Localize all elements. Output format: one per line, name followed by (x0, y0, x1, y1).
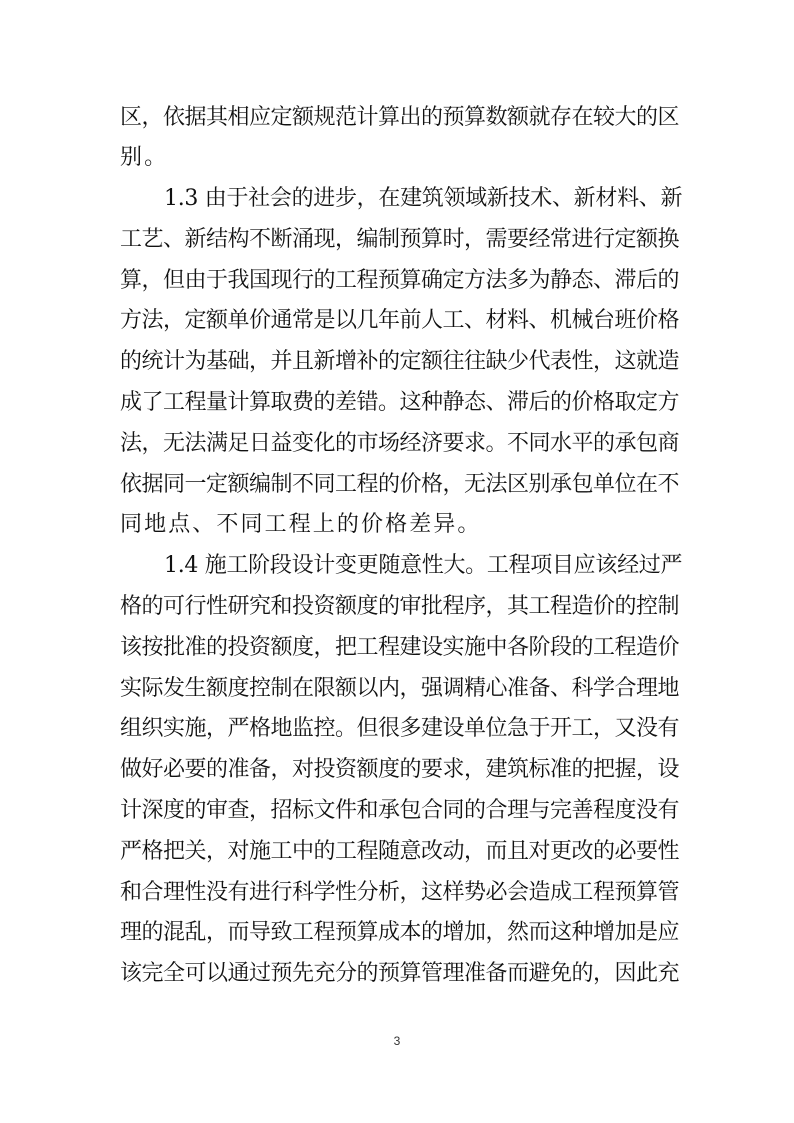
text-line: 算，但由于我国现行的工程预算确定方法多为静态、滞后的 (120, 268, 680, 293)
text-line: 该完全可以通过预先充分的预算管理准备而避免的，因此充 (120, 961, 680, 986)
text-line: 区，依据其相应定额规范计算出的预算数额就存在较大的区 (120, 105, 680, 130)
text-line: 工艺、新结构不断涌现，编制预算时，需要经常进行定额换 (120, 227, 680, 252)
text-line: 严格把关，对施工中的工程随意改动，而且对更改的必要性 (120, 839, 680, 864)
text-line: 组织实施，严格地监控。但很多建设单位急于开工，又没有 (120, 716, 680, 741)
paragraph-1-4-first-line: 1.4 施工阶段设计变更随意性大。工程项目应该经过严 (164, 553, 683, 578)
text-line: 的统计为基础，并且新增补的定额往往缺少代表性，这就造 (120, 349, 680, 374)
text-line: 同地点、不同工程上的价格差异。 (120, 512, 482, 537)
text-line: 方法，定额单价通常是以几年前人工、材料、机械台班价格 (120, 308, 680, 333)
text-line: 理的混乱，而导致工程预算成本的增加，然而这种增加是应 (120, 920, 680, 945)
text-line: 实际发生额度控制在限额以内，强调精心准备、科学合理地 (120, 676, 680, 701)
text-line: 计深度的审查，招标文件和承包合同的合理与完善程度没有 (120, 798, 680, 823)
text-line: 依据同一定额编制不同工程的价格，无法区别承包单位在不 (120, 472, 680, 497)
text-line: 法，无法满足日益变化的市场经济要求。不同水平的承包商 (120, 431, 680, 456)
text-line: 做好必要的准备，对投资额度的要求，建筑标准的把握，设 (120, 757, 680, 782)
text-line: 该按批准的投资额度，把工程建设实施中各阶段的工程造价 (120, 635, 680, 660)
text-line: 别。 (120, 145, 169, 170)
text-line: 格的可行性研究和投资额度的审批程序，其工程造价的控制 (120, 594, 680, 619)
text-line: 和合理性没有进行科学性分析，这样势必会造成工程预算管 (120, 880, 680, 905)
text-line: 成了工程量计算取费的差错。这种静态、滞后的价格取定方 (120, 390, 680, 415)
page-number: 3 (393, 1034, 401, 1048)
paragraph-1-3-first-line: 1.3 由于社会的进步，在建筑领域新技术、新材料、新 (164, 186, 683, 211)
